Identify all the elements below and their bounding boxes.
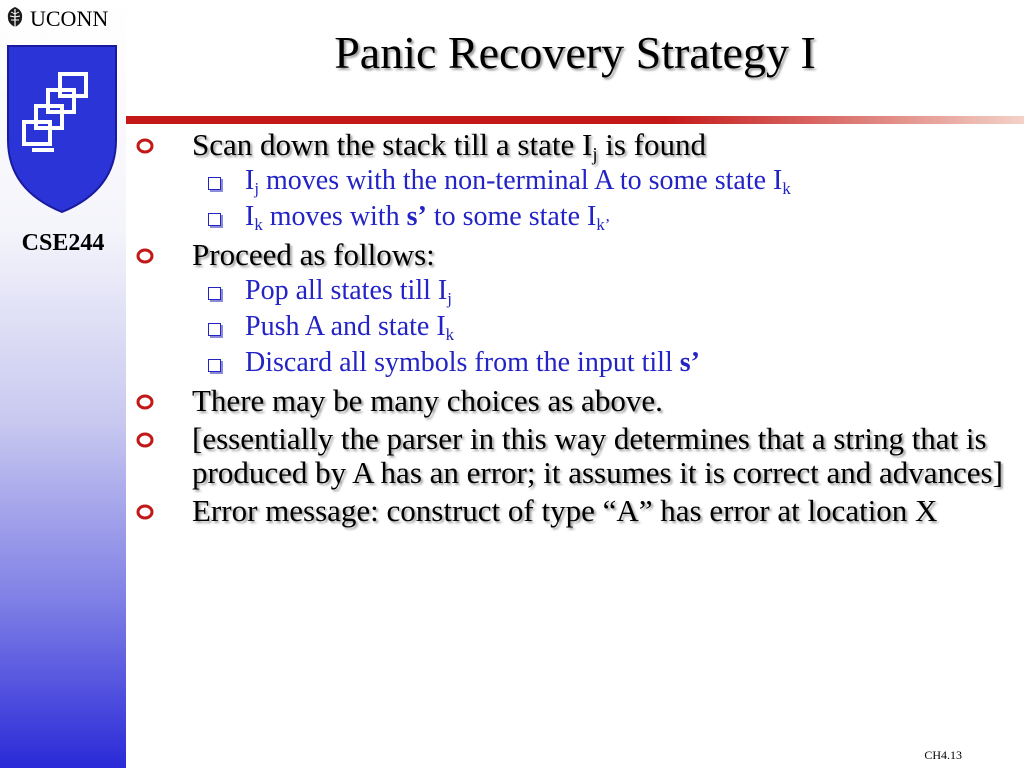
- subscript: k: [445, 325, 455, 345]
- bullet-text: Error message: construct of type “A” has error at location X: [192, 493, 938, 528]
- square-bullet-icon: [208, 359, 221, 372]
- sub-bullet-text: Push A and state I: [245, 311, 446, 342]
- sub-bullet-item: [130, 165, 1024, 199]
- slide-title: Panic Recovery Strategy I: [334, 27, 816, 78]
- slide-number: CH4.13: [924, 748, 962, 762]
- bullet-text: Scan down the stack till a state I: [192, 127, 593, 162]
- sub-bullet-text: Pop all states till I: [245, 275, 448, 306]
- sub-bullet-item: [130, 311, 1024, 345]
- sub-bullet-item: [130, 275, 1024, 309]
- uconn-logo: [4, 6, 108, 32]
- sub-bullet-text: to some state I: [426, 201, 597, 232]
- computer-science-seal-icon: [2, 33, 137, 215]
- sub-bullet-text: I: [245, 165, 255, 196]
- square-bullet-icon: [208, 213, 221, 226]
- sub-bullet-text: I: [245, 201, 255, 232]
- sub-bullet-item: [130, 348, 1024, 378]
- sub-bullet-text: Discard all symbols from the input till: [245, 347, 680, 378]
- bullet-item: [130, 238, 1024, 272]
- title-divider: [126, 116, 1024, 124]
- subscript: k’: [596, 215, 611, 235]
- bullet-item: [130, 127, 1024, 166]
- square-bullet-icon: [208, 177, 221, 190]
- bold-symbol: s’: [679, 347, 700, 378]
- sub-bullet-text: moves with: [262, 201, 407, 232]
- sub-bullet-item: [130, 201, 1024, 235]
- bullet-text: is found: [597, 127, 706, 162]
- course-code: CSE244: [21, 230, 105, 256]
- slide-body: [130, 128, 1024, 532]
- ring-bullet-icon: [136, 394, 154, 410]
- bullet-item: [130, 422, 1024, 490]
- ring-bullet-icon: [136, 248, 154, 264]
- ring-bullet-icon: [136, 504, 154, 520]
- subscript: j: [254, 179, 259, 199]
- subscript: j: [447, 289, 452, 309]
- ring-bullet-icon: [136, 138, 154, 154]
- bullet-text: [essentially the parser in this way determines that a string that is produced by A has an error; it assumes it is correct and advances]: [192, 421, 1003, 490]
- uconn-wordmark: UCONN: [30, 6, 109, 31]
- sub-bullet-text: moves with the non-terminal A to some state I: [259, 165, 783, 196]
- subscript: k: [782, 179, 791, 199]
- bullet-item: [130, 494, 1024, 528]
- bullet-text: Proceed as follows:: [192, 237, 435, 272]
- subscript: k: [254, 215, 263, 235]
- bullet-item: [130, 384, 1024, 418]
- square-bullet-icon: [208, 287, 221, 300]
- bullet-text: There may be many choices as above.: [192, 383, 663, 418]
- subscript: j: [592, 144, 598, 166]
- ring-bullet-icon: [136, 432, 154, 448]
- square-bullet-icon: [208, 323, 221, 336]
- oak-leaf-icon: [4, 6, 26, 32]
- seal-text: Computer Science and Engineering: [2, 33, 137, 43]
- bold-symbol: s’: [406, 201, 427, 232]
